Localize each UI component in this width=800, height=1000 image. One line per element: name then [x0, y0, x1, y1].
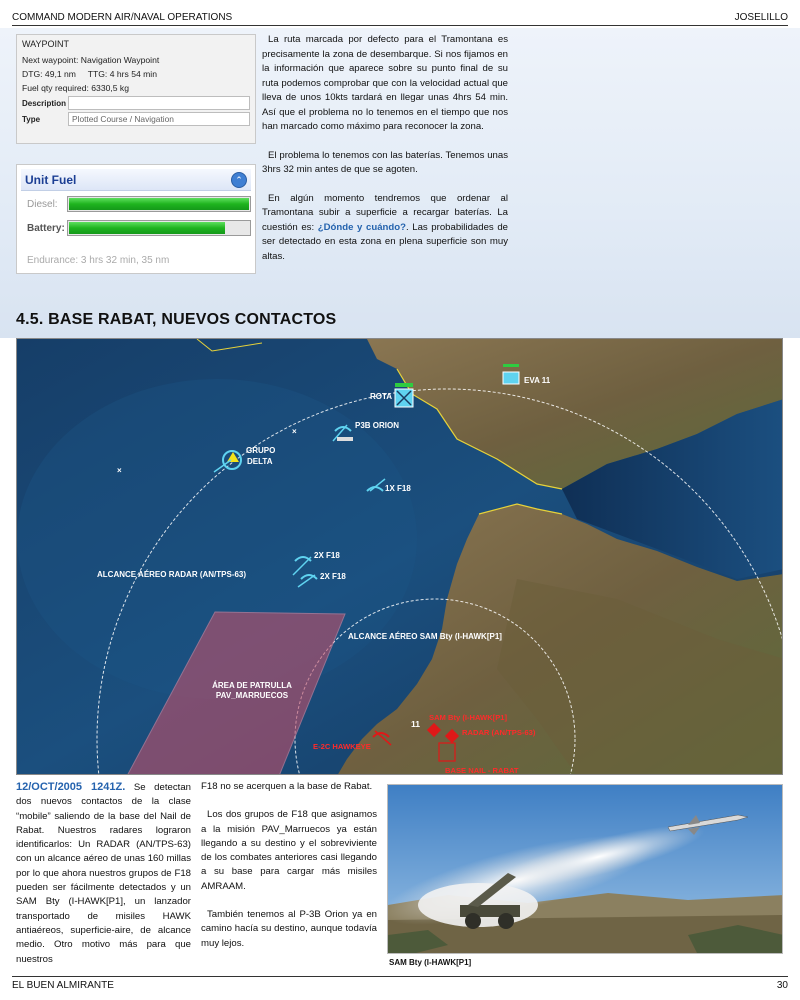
eva-label: EVA 11: [524, 376, 551, 385]
eva-status-bar: [503, 364, 519, 367]
tactical-map[interactable]: [16, 338, 783, 775]
type-field[interactable]: Plotted Course / Navigation: [68, 112, 250, 126]
p3b-marker: [337, 437, 353, 441]
f18-pair-label: 2X F18: [320, 572, 346, 581]
rota-status-bar: [395, 383, 413, 387]
waypoint-marker-icon: ×: [117, 466, 122, 475]
patrol-area-label: PAV_MARRUECOS: [215, 691, 289, 700]
paragraph: La ruta marcada por defecto para el Tramontana es precisamente la zona de desembarque. Si nos fijamos en la información que aparece sobre su punto final de su ruta podemos comprobar que con la velocidad actual que lleva de unos 10kts tardará en llegar unas 4hrs 54 min. Así que el problema no lo tenemos en el tiempo que nos han marcado como máximo para reconocer la zona.: [262, 34, 508, 132]
radar-range-label: ALCANCE AÉREO RADAR (AN/TPS-63): [97, 570, 247, 579]
description-field[interactable]: [68, 96, 250, 110]
top-text-column: [262, 33, 508, 278]
unit-fuel-panel: [16, 164, 256, 274]
diesel-label: Diesel:: [27, 198, 58, 210]
type-label: Type: [22, 114, 41, 124]
map-svg: [17, 339, 783, 775]
dtg-ttg: DTG: 49,1 nm TTG: 4 hrs 54 min: [22, 69, 157, 79]
paragraph-text: En algún momento tendremos que ordenar al Tramontana subir a superficie a recargar baterías. La cuestión es:: [262, 192, 508, 233]
chevron-up-icon[interactable]: ⌃: [231, 172, 247, 188]
radar-label: RADAR (AN/TPS-63): [462, 728, 536, 737]
photo-svg: [388, 785, 783, 954]
eva-base-icon[interactable]: [503, 372, 519, 384]
rota-label: ROTA: [370, 392, 393, 401]
photo-caption: SAM Bty (I-HAWK[P1]: [389, 958, 472, 967]
paragraph-text: . Las probabilidades de ser detectado en esta zona en plena superficie son muy altas.: [262, 221, 508, 262]
wheel-icon: [498, 913, 514, 929]
bottom-mid-text: [201, 780, 377, 965]
section-title: 4.5. BASE RABAT, NUEVOS CONTACTOS: [16, 311, 337, 328]
paragraph: [262, 192, 508, 265]
f18-label: 1X F18: [385, 484, 411, 493]
wheel-icon: [465, 913, 481, 929]
diesel-bar-fill: [69, 198, 249, 210]
report-date: 12/OCT/2005 1241Z.: [16, 781, 126, 793]
waypoint-title: WAYPOINT: [22, 39, 69, 49]
unit-count: 11: [411, 719, 421, 729]
endurance: Endurance: 3 hrs 32 min, 35 nm: [27, 255, 170, 266]
hawk-launch-photo: [387, 784, 783, 954]
paragraph: El problema lo tenemos con las baterías. Tenemos unas 3hrs 32 min antes de que se agoten.: [262, 149, 508, 175]
sam-bty-label: SAM Bty (I-HAWK[P1]: [429, 713, 508, 722]
paragraph: F18 no se acerquen a la base de Rabat.: [201, 781, 373, 792]
header-author: JOSELILLO: [734, 12, 788, 23]
waypoint-panel: [16, 34, 256, 144]
next-waypoint: Next waypoint: Navigation Waypoint: [22, 55, 160, 65]
battery-bar-fill: [69, 222, 225, 234]
paragraph: También tenemos al P-3B Orion ya en camino hacía su destino, aunque todavía muy lejos.: [201, 909, 377, 949]
battery-label: Battery:: [27, 222, 65, 234]
hawkeye-label: E-2C HAWKEYE: [313, 742, 371, 751]
battery-bar: [67, 220, 251, 236]
waypoint-marker-icon: ×: [292, 427, 297, 436]
paragraph: Los dos grupos de F18 que asignamos a la misión PAV_Marruecos ya están llegando a su destino y el sobreviviente de los combates anteriores casi llegando a su base para cargar más misiles AMRAAM.: [201, 809, 377, 892]
footer-publication: EL BUEN ALMIRANTE: [12, 980, 114, 991]
bottom-left-text: [16, 780, 191, 967]
sam-range-label: ALCANCE AÉREO SAM Bty (I-HAWK[P1]: [348, 632, 502, 641]
description-label: Description: [22, 98, 67, 108]
p3b-label: P3B ORION: [355, 421, 400, 430]
header-publication: COMMAND MODERN AIR/NAVAL OPERATIONS: [12, 12, 233, 23]
page-number: 30: [776, 980, 788, 991]
fuel-required: Fuel qty required: 6330,5 kg: [22, 83, 130, 93]
paragraph: Se detectan dos nuevos contactos de la clase “mobile” saliendo de la base del Nail de Rabat. Nuestros radares lograron identificarlos: Un RADAR (AN/TPS-63) con un alcance aéreo de unas 160 millas por lo que ahora nuestros grupos de F18 pueden ser fácilmente detectados y un SAM Bty (I-HAWK[P1], un lanzador transportado de misiles HAWK antiaéreos, superficie-aire, de alcance medio. Otro motivo más para que nuestros: [16, 782, 191, 965]
grupo-delta-label: DELTA: [247, 457, 273, 466]
f18-pair-label: 2X F18: [314, 551, 340, 560]
fuel-title: Unit Fuel: [25, 172, 77, 187]
base-label: BASE NAIL - RABAT: [445, 766, 519, 775]
page-header: [12, 10, 788, 26]
page-footer: [12, 976, 788, 992]
highlight-question: ¿Dónde y cuándo?: [317, 221, 406, 233]
fuel-header: [21, 169, 251, 191]
patrol-area-label: ÁREA DE PATRULLA: [212, 681, 292, 690]
grupo-delta-label: GRUPO: [246, 446, 276, 455]
diesel-bar: [67, 196, 251, 212]
